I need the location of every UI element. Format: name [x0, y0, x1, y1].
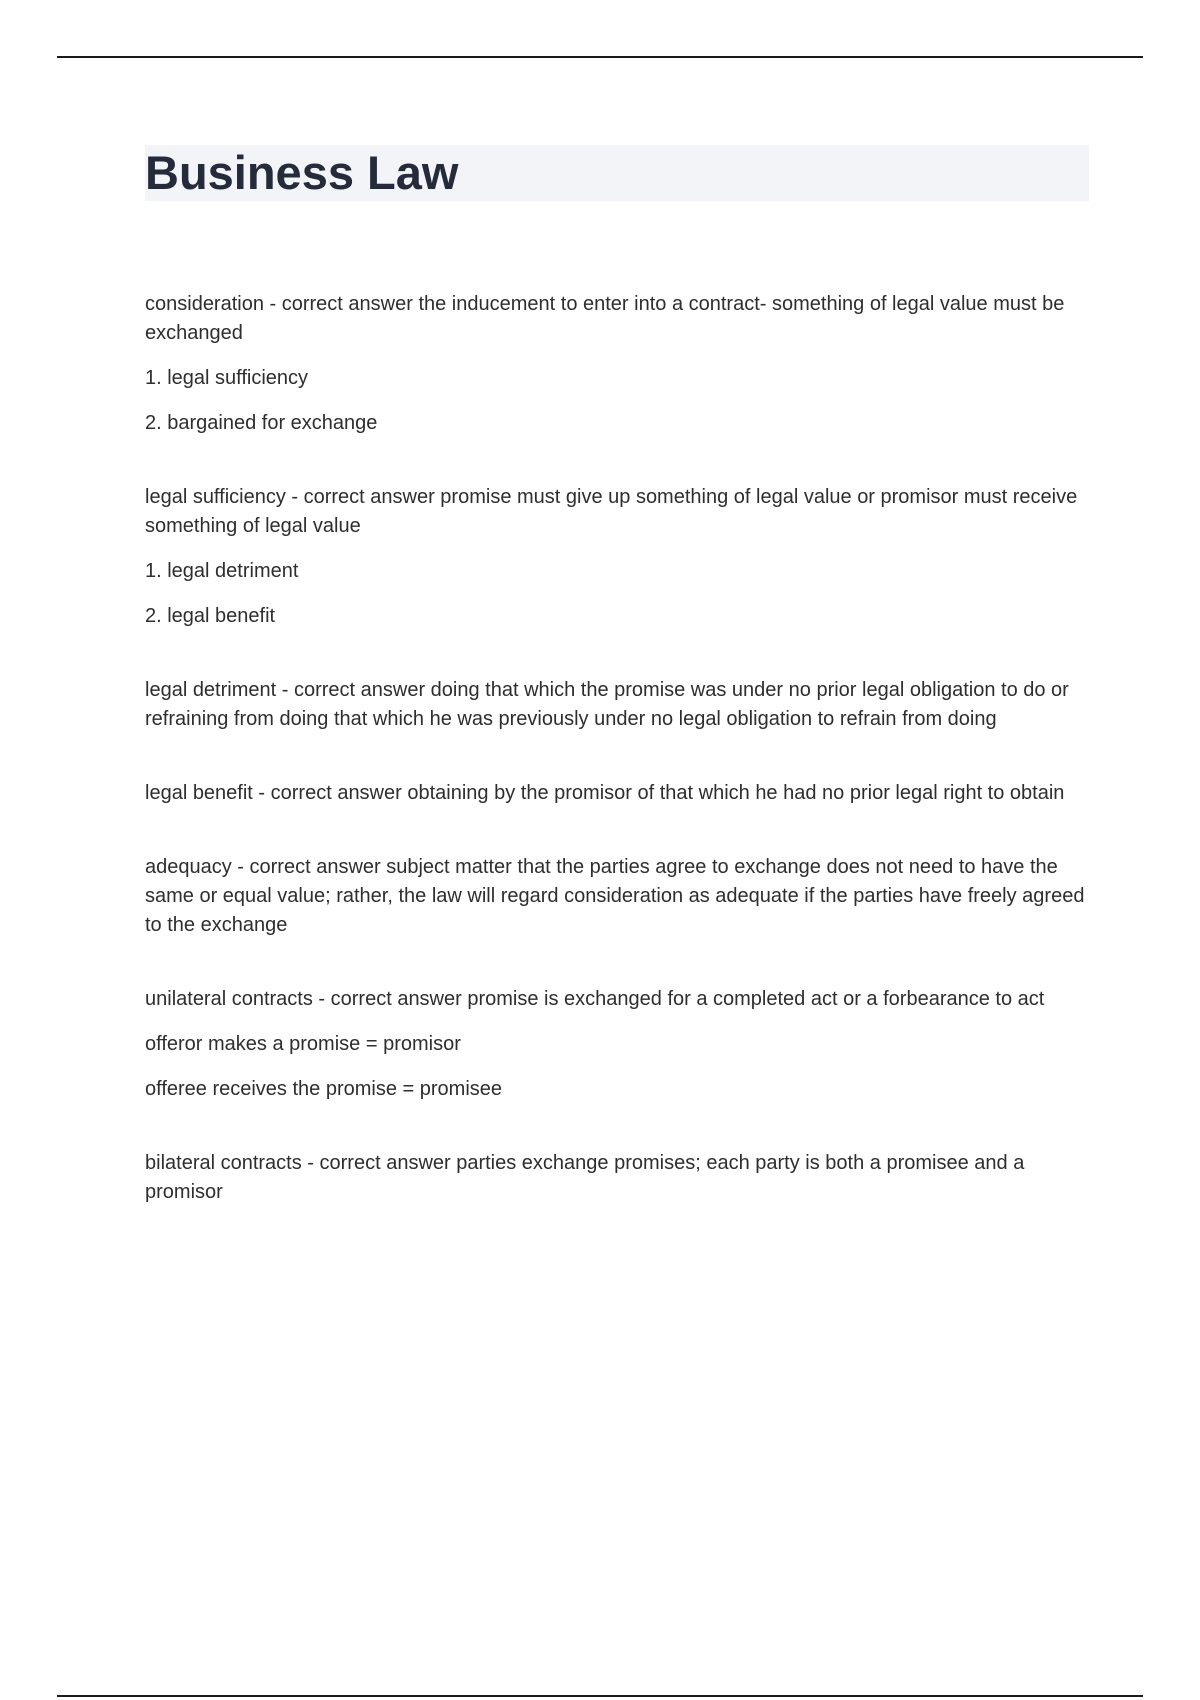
- top-rule: [57, 56, 1143, 58]
- flashcard-entry-adequacy: [145, 853, 1090, 940]
- entry-detail: 2. bargained for exchange: [145, 412, 378, 434]
- entry-definition: bilateral contracts - correct answer parties exchange promises; each party is both a promisee and a promisor: [145, 1152, 1025, 1203]
- entry-detail: 1. legal detriment: [145, 560, 299, 582]
- bottom-rule: [57, 1695, 1143, 1697]
- entry-detail: offeree receives the promise = promisee: [145, 1078, 503, 1100]
- flashcard-entry-legal-sufficiency: [145, 483, 1090, 631]
- entry-definition: legal benefit - correct answer obtaining by the promisor of that which he had no prior legal right to obtain: [145, 782, 1065, 804]
- entry-definition: consideration - correct answer the inducement to enter into a contract- something of legal value must be exchanged: [145, 293, 1065, 344]
- flashcard-entry-legal-benefit: [145, 779, 1090, 808]
- flashcard-entry-consideration: [145, 290, 1090, 438]
- entry-detail: 1. legal sufficiency: [145, 367, 309, 389]
- entry-definition: adequacy - correct answer subject matter that the parties agree to exchange does not need to have the same or equal value; rather, the law will regard consideration as adequate if the parties have freely agreed to the exchange: [145, 856, 1085, 936]
- document-title: Business Law: [145, 146, 459, 199]
- entry-detail: 2. legal benefit: [145, 605, 276, 627]
- flashcard-entry-legal-detriment: [145, 676, 1090, 734]
- entry-definition: legal sufficiency - correct answer promise must give up something of legal value or promisor must receive something of legal value: [145, 486, 1078, 537]
- flashcard-entry-bilateral-contracts: [145, 1149, 1090, 1207]
- flashcard-entry-unilateral-contracts: [145, 985, 1090, 1104]
- entry-detail: offeror makes a promise = promisor: [145, 1033, 461, 1055]
- entry-definition: unilateral contracts - correct answer promise is exchanged for a completed act or a forbearance to act: [145, 988, 1045, 1010]
- flashcard-list: [145, 290, 1090, 1252]
- entry-definition: legal detriment - correct answer doing that which the promise was under no prior legal obligation to do or refraining from doing that which he was previously under no legal obligation to refrain from doing: [145, 679, 1069, 730]
